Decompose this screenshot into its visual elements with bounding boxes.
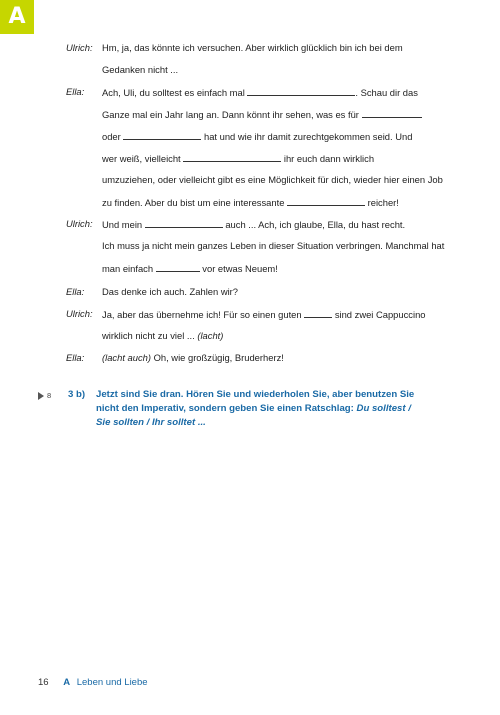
text: Ach, Uli, du solltest es einfach mal — [102, 87, 248, 98]
fill-in-blank[interactable] — [247, 86, 355, 96]
task-text: Jetzt sind Sie dran. Hören Sie und wiederholen Sie, aber benutzen Sie nicht den Imperativ, sondern geben Sie einen Ratschlag: — [96, 389, 415, 414]
text: wer weiß, vielleicht — [102, 153, 184, 164]
dialog-line — [102, 218, 442, 231]
text: Und mein — [102, 219, 145, 230]
stage-direction: (lacht auch) — [102, 352, 151, 363]
text: . Schau dir das — [355, 87, 418, 98]
dialog-line: Gedanken nicht ... — [102, 64, 179, 75]
text: zu finden. Aber du bist um eine interessante — [102, 197, 288, 208]
fill-in-blank[interactable] — [304, 308, 332, 318]
dialog-line — [102, 196, 442, 209]
speaker-label: Ella: — [66, 286, 85, 297]
text: auch ... Ach, ich glaube, Ella, du hast recht. — [222, 219, 406, 230]
dialog-line — [102, 86, 442, 99]
text: ihr euch dann wirklich — [281, 153, 375, 164]
speaker-label: Ulrich: — [66, 42, 93, 53]
speaker-label: Ulrich: — [66, 218, 93, 229]
fill-in-blank[interactable] — [183, 152, 281, 162]
dialog-line: Hm, ja, das könnte ich versuchen. Aber wirklich glücklich bin ich bei dem — [102, 42, 403, 53]
text: reicher! — [365, 197, 399, 208]
text: hat und wie ihr damit zurechtgekommen seid. Und — [201, 131, 413, 142]
text: man einfach — [102, 263, 156, 274]
dialog-line — [102, 308, 442, 321]
fill-in-blank[interactable] — [156, 262, 200, 272]
text: vor etwas Neuem! — [199, 263, 278, 274]
audio-track-number: 8 — [47, 391, 52, 400]
fill-in-blank[interactable] — [287, 196, 365, 206]
dialog-line — [102, 352, 442, 364]
footer-unit-title: Leben und Liebe — [76, 677, 148, 688]
audio-track-marker[interactable] — [38, 391, 51, 400]
stage-direction: (lacht) — [197, 330, 224, 341]
dialog-line: Das denke ich auch. Zahlen wir? — [102, 286, 239, 297]
text: Ganze mal ein Jahr lang an. Dann könnt ihr sehen, was es für — [102, 109, 362, 120]
task-number: 3 b) — [68, 389, 86, 400]
fill-in-blank[interactable] — [145, 218, 223, 228]
text: Ja, aber das übernehme ich! Für so einen guten — [102, 309, 305, 320]
dialog-line: umzuziehen, oder vielleicht gibt es eine Möglichkeit für dich, wieder hier einen Job — [102, 174, 443, 185]
page-footer — [38, 677, 148, 688]
text: wirklich nicht zu viel ... — [102, 330, 198, 341]
footer-unit-letter: A — [63, 677, 71, 688]
text: Oh, wie großzügig, Bruderherz! — [150, 352, 284, 363]
text: sind zwei Cappuccino — [332, 309, 426, 320]
dialog-line — [102, 130, 442, 143]
page-number: 16 — [38, 677, 49, 688]
dialog-line — [102, 152, 442, 165]
speaker-label: Ella: — [66, 352, 85, 363]
dialog-line — [102, 330, 442, 342]
fill-in-blank[interactable] — [123, 130, 201, 140]
fill-in-blank[interactable] — [362, 108, 422, 118]
task-instruction — [68, 388, 416, 430]
dialog-line: Ich muss ja nicht mein ganzes Leben in dieser Situation verbringen. Manchmal hat — [102, 240, 445, 251]
speaker-label: Ella: — [66, 86, 85, 97]
task-text-italic: Du solltest / Sie sollten / Ihr solltet ... — [96, 403, 411, 428]
dialog-line — [102, 108, 442, 121]
play-icon — [38, 392, 44, 400]
text: oder — [102, 131, 124, 142]
unit-tab: A — [0, 0, 34, 34]
dialog-line — [102, 262, 442, 275]
speaker-label: Ulrich: — [66, 308, 93, 319]
